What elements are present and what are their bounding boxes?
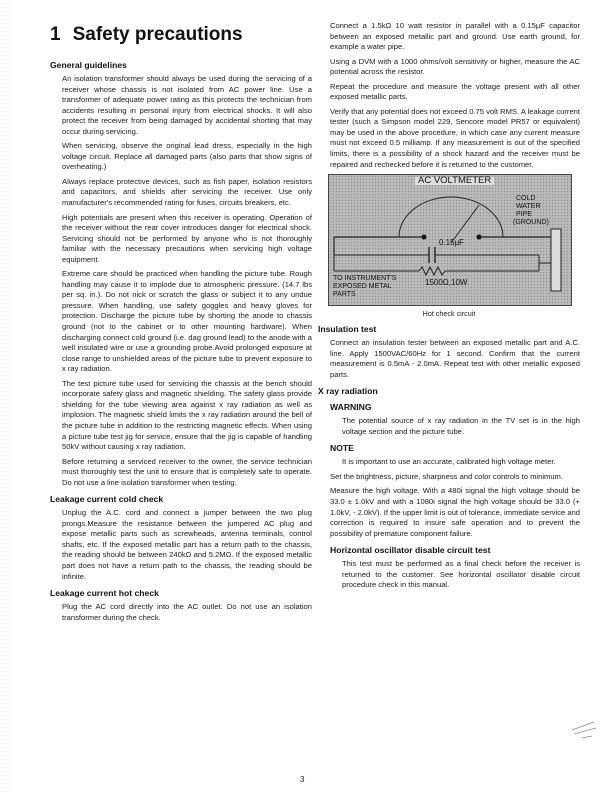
note-heading: NOTE (330, 443, 354, 454)
paragraph-high-potentials: High potentials are present when this receiver is operating. Operation of the receiver without the rear cover introduces danger for electrical shock. Servicing should not be performed by anyone who is not thoroughly familiar with the necessary precautions when servicing high voltage equipment. (62, 212, 312, 264)
instrument-label-line3: PARTS (333, 291, 356, 299)
meter-dial-arc (399, 197, 503, 237)
pipe-label-line2: WATER (516, 203, 541, 211)
page-edge-texture (0, 0, 10, 792)
leakage-hot-heading: Leakage current hot check (50, 588, 159, 599)
paragraph-insulation-test: Connect an insulation tester between an exposed metallic part and A.C. line. Apply 1500VAC/60Hz for 1 second. Confirm that the current measurement is 0.5mA - 2.0mA. Repeat test with other metallic exposed parts. (330, 338, 580, 379)
instrument-label-line2: EXPOSED METAL (333, 283, 392, 291)
paragraph-lead-dress: When servicing, observe the original lead dress, especially in the high voltage circuit. Replace all damaged parts (also parts that show signs of overheating.) (62, 141, 312, 172)
general-guidelines-heading: General guidelines (50, 60, 127, 70)
paragraph-horizontal-oscillator: This test must be performed as a final check before the receiver is returned to the customer. See horizontal oscillator disable circuit procedure check in this manual. (342, 559, 580, 590)
page-number: 3 (300, 775, 305, 784)
paragraph-before-returning: Before returning a serviced receiver to the owner, the service technician must thoroughly test the unit to ensure that is completely safe to operate. Do not use a line isolation transformer when testing. (62, 456, 312, 487)
pipe-label-line3: PIPE (516, 211, 532, 219)
paragraph-protective-devices: Always replace protective devices, such as fish paper, isolation resistors and capacitors, and shields after servicing the receiver. Use only manufacturer's recommended rating for fuses, circuits breakers, etc. (62, 176, 312, 208)
left-column (50, 24, 312, 627)
leakage-cold-heading: Leakage current cold check (50, 494, 164, 505)
paragraph-set-controls: Set the brightness, picture, sharpness and color controls to minimum. (330, 471, 563, 481)
page-title (50, 24, 312, 46)
warning-heading: WARNING (330, 402, 372, 413)
pen-scribble-mark (570, 718, 598, 740)
paragraph-connect-resistor: Connect a 1.5kΩ 10 watt resistor in parallel with a 0.15µF capacitor between an exposed metallic part and ground. Use earth ground, for example a water pipe. (330, 21, 580, 52)
paragraph-note: It is important to use an accurate, calibrated high voltage meter. (342, 457, 556, 467)
capacitor-label: 0.15µF (439, 238, 465, 248)
paragraph-repeat: Repeat the procedure and measure the voltage present with all other exposed metallic parts. (330, 81, 580, 102)
paragraph-picture-tube: Extreme care should be practiced when handling the picture tube. Rough handling may cause it to implode due to atmospheric pressure. (14.7 lbs per sq. in.). Do not nick or scratch the glass or subject it to any undue pressure. When handling, use safety goggles and heavy gloves for protection. Discharge the picture tube by shorting the anode to chassis ground (not to the cabinet or to other mounting hardware). When discharging connect cold ground (i.e. dag ground lead) to the anode with a well insulated wire or use a grounding probe.Avoid prolonged exposure at close range to unshielded areas of the picture tube to prevent exposure to x ray radiation. (62, 269, 312, 374)
paragraph-dvm: Using a DVM with a 1000 ohms/volt sensitivity or higher, measure the AC potential across the resistor. (330, 56, 580, 77)
horizontal-oscillator-heading: Horizontal oscillator disable circuit test (330, 545, 491, 556)
paragraph-isolation-transformer: An isolation transformer should always be used during the servicing of a receiver whose chassis is not isolated from AC power line. Use a transformer of adequate power rating as this protects the technician from accidents resulting in personal injury from electrical shocks. It will also protect the receiver from being damaged by accidental shorting that may occur during servicing. (62, 74, 312, 136)
instrument-label-line1: TO INSTRUMENT'S (333, 275, 397, 283)
paragraph-measure-high-voltage: Measure the high voltage. With a 480i signal the high voltage should be 33.0 ± 1.0kV and with a 1080i signal the high voltage should be 33.0 (+ 1.0kV, - 2.0kV). If the upper limit is out of tolerance, immediate service and correction is required to insure safe operation and to prevent the possibility of premature component failure. (330, 486, 581, 538)
paragraph-xray-warning: The potential source of x ray radiation in the TV set is in the high voltage section and the picture tube. (342, 416, 580, 436)
section-title: Safety precautions (72, 24, 243, 45)
pipe-label-line4: (GROUND) (513, 219, 549, 227)
right-column (318, 21, 580, 595)
water-pipe (551, 229, 561, 291)
resistor-label: 1500Ω,10W (425, 278, 468, 288)
hot-check-circuit-figure (328, 174, 572, 306)
paragraph-test-picture-tube: The test picture tube used for servicing the chassis at the bench should incorporate safety glass and magnetic shielding. The safety glass provide shielding for the tube viewing area against x ray radiation as well as implosion. The magnetic shield limits the x ray radiation around the bell of the picture tube in addition to the restricting magnetic effects. When using a picture tube test jig for service, ensure that the jig is capable of handling 50kV without causing x ray radiation. (62, 378, 312, 452)
xray-heading: X ray radiation (318, 386, 378, 397)
resistor-zigzag (419, 267, 445, 275)
paragraph-leakage-hot: Plug the AC cord directly into the AC outlet. Do not use an isolation transformer during the check. (62, 602, 312, 622)
insulation-test-heading: Insulation test (318, 324, 377, 335)
figure-caption: Hot check circuit (422, 309, 476, 319)
pipe-label-line1: COLD (516, 195, 536, 203)
paragraph-leakage-cold: Unplug the A.C. cord and connect a jumper between the two plug prongs.Measure the resistance between the jumpered AC plug and expose metallic parts such as screwheads, antenna terminals, control shafts, etc. If the exposed metallic part has a return path to the chassis, the reading should be between 240kΩ and 5.2MΩ. If the exposed metallic part does not have a return path to the chassis, the reading should be infinite. (62, 508, 312, 581)
paragraph-verify-potential: Verify that any potential does not exceed 0.75 volt RMS. A leakage current tester (such a Simpson model 229, Sencore model PR57 or equivalent) may be used in the above procedure, in which case any current measure must not exceed 0.5 milliamp. If any measurement is out of the specified limits, there is a possibility of a shock hazard and the receiver must be repaired and rechecked before it is returned to the customer. (330, 106, 580, 169)
section-number: 1 (50, 24, 61, 45)
meter-label: AC VOLTMETER (415, 177, 494, 185)
